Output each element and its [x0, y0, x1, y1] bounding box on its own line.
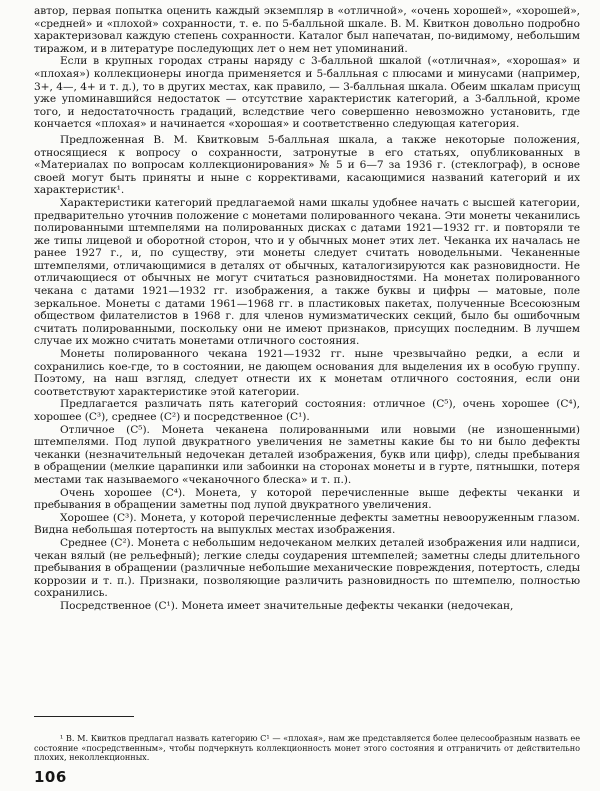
paragraph: Характеристики категорий предлагаемой нами шкалы удобнее начать с высшей категории, предварительно уточнив положение с монетами полированного чекана. Эти монеты чеканились полированными штемпелями на полированных дисках с датами 1921—1932 гг. и повторяли те же типы лицевой и оборотной сторон, что и у обычных монет этих лет. Чеканка их началась не ранее 1927 г., и, по существу, эти монеты следует считать новодельными. Чеканенные штемпелями, отличающимися в деталях от обычных, каталогизируются как разновидности. Не отличающиеся от обычных не могут считаться разновидностями. На монетах полированного чекана с датами 1921—1932 гг. изображения, а также буквы и цифры — матовые, поле зеркальное. Монеты с датами 1961—1968 гг. в пластиковых пакетах, полученные Всесоюзным обществом филателистов в 1968 г. для членов нумизматических секций, было бы ошибочным считать полированными, поскольку они не имеют признаков, присущих последним. В лучшем случае их можно считать монетами отличного состояния. [34, 196, 580, 348]
paragraph: Очень хорошее (C⁴). Монета, у которой перечисленные выше дефекты чеканки и пребывания в обращении заметны под лупой двукратного увеличения. [34, 486, 580, 512]
footnote: ¹ В. М. Квитков предлагал назвать категорию C¹ — «плохая», нам же представляется более целесообразным назвать ее состояние «посредственным», чтобы подчеркнуть коллекционность монет этого состояния и отграничить от действительно плохих, неколлекционных. [34, 733, 580, 763]
paragraph: автор, первая попытка оценить каждый экземпляр в «отличной», «очень хорошей», «хорошей», «средней» и «плохой» сохранности, т. е. по 5-балльной шкале. В. М. Квиткон довольно подробно характеризовал каждую степень сохранности. Каталог был напечатан, по-видимому, небольшим тиражом, и в литературе последующих лет о нем нет упоминаний. [34, 5, 580, 55]
paragraph: Отличное (C⁵). Монета чеканена полированными или новыми (не изношенными) штемпелями. Под лупой двукратного увеличения не заметны какие бы то ни было дефекты чеканки (незначительный недочекан деталей изображения, букв или цифр), следы пребывания в обращении (мелкие царапинки или забоинки на сторонах монеты и в гурте, пятнышки, потеря местами так называемого «чеканочного блеска» и т. п.). [34, 423, 580, 486]
body-text [34, 5, 580, 613]
paragraph: Среднее (C²). Монета с небольшим недочеканом мелких деталей изображения или надписи, чекан вялый (не рельефный); легкие следы соударения штемпелей; заметны следы длительного пребывания в обращении (различные небольшие механические повреждения, потертость, следы коррозии и т. п.). Признаки, позволяющие различить разновидность по штемпелю, полностью сохранились. [34, 536, 580, 600]
paragraph: Предлагается различать пять категорий состояния: отличное (C⁵), очень хорошее (C⁴), хорошее (C³), среднее (C²) и посредственное (C¹). [34, 398, 580, 423]
paragraph: Монеты полированного чекана 1921—1932 гг. ныне чрезвычайно редки, а если и сохранились кое-где, то в состоянии, не дающем основания для выделения их в особую группу. Поэтому, на наш взгляд, следует отнести их к монетам отличного состояния, если они соответствуют характеристике этой категории. [34, 348, 580, 398]
footnote-divider [34, 716, 134, 717]
paragraph: Хорошее (C³). Монета, у которой перечисленные дефекты заметны невооруженным глазом. Видна небольшая потертость на выпуклых местах изображения. [34, 511, 580, 537]
paragraph: Посредственное (C¹). Монета имеет значительные дефекты чеканки (недочекан, [60, 599, 514, 612]
page-number: 106 [34, 768, 67, 786]
paragraph: Предложенная В. М. Квитковым 5-балльная шкала, а также некоторые положения, относящиеся к вопросу о сохранности, затронутые в его статьях, опубликованных в «Материалах по вопросам коллекционирования» № 5 и 6—7 за 1936 г. (стеклограф), в основе своей могут быть приняты и ныне с коррективами, касающимися названий категорий и их характеристик¹. [34, 133, 580, 197]
paragraph: Если в крупных городах страны наряду с 3-балльной шкалой («отличная», «хорошая» и «плохая») коллекционеры иногда применяется и 5-балльная с плюсами и минусами (например, 3+, 4—, 4+ и т. д.), то в других местах, как правило, — 3-балльная шкала. Обеим шкалам присущ уже упоминавшийся недостаток — отсутствие характеристик категорий, а 3-балльной, кроме того, и недостаточность градаций, вследствие чего совершенно невозможно установить, где кончается «плохая» и начинается «хорошая» и соответственно следующая категория. [34, 55, 580, 131]
